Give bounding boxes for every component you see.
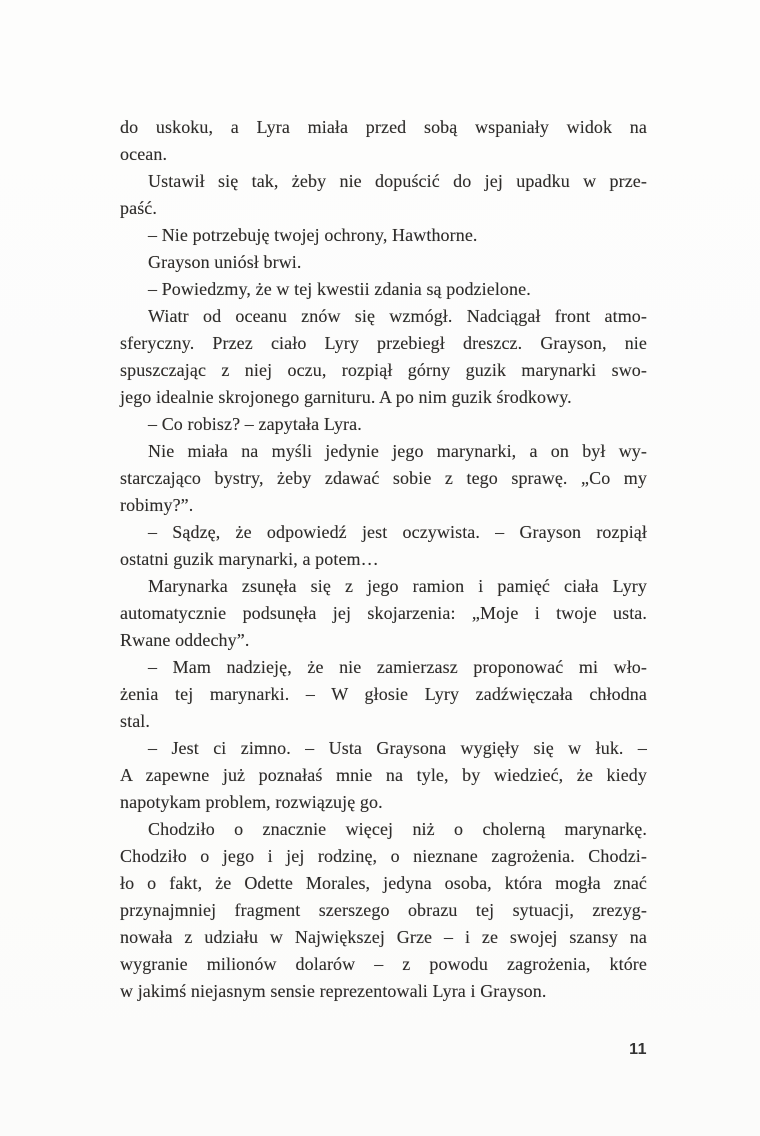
text-line: ostatni guzik marynarki, a potem… (120, 549, 379, 569)
text-line: paść. (120, 198, 157, 218)
text-line: w jakimś niejasnym sensie reprezentowali Lyra i Grayson. (120, 981, 547, 1001)
text-line: robimy?”. (120, 495, 194, 515)
text-line: ło o fakt, że Odette Morales, jedyna osoba, która mogła znać (120, 873, 647, 893)
text-line: Chodziło o znacznie więcej niż o cholerną marynarkę. (148, 819, 647, 839)
text-line: starczająco bystry, żeby zdawać sobie z tego sprawę. „Co my (120, 468, 647, 488)
text-line: Nie miała na myśli jedynie jego marynarki, a on był wy- (148, 441, 647, 461)
text-line: wygranie milionów dolarów – z powodu zagrożenia, które (120, 954, 647, 974)
text-line: – Co robisz? – zapytała Lyra. (148, 414, 362, 434)
text-line: stal. (120, 711, 150, 731)
text-line: spuszczając z niej oczu, rozpiął górny guzik marynarki swo- (120, 360, 647, 380)
text-line: automatycznie podsunęła jej skojarzenia: „Moje i twoje usta. (120, 603, 647, 623)
text-line: – Powiedzmy, że w tej kwestii zdania są podzielone. (148, 279, 531, 299)
text-line: sferyczny. Przez ciało Lyry przebiegł dreszcz. Grayson, nie (120, 333, 647, 353)
text-line: – Jest ci zimno. – Usta Graysona wygięły się w łuk. – (148, 738, 647, 758)
text-line: żenia tej marynarki. – W głosie Lyry zadźwięczała chłodna (120, 684, 647, 704)
text-line: nowała z udziału w Największej Grze – i ze swojej szansy na (120, 927, 647, 947)
text-line: Wiatr od oceanu znów się wzmógł. Nadciągał front atmo- (148, 306, 647, 326)
text-line: – Nie potrzebuję twojej ochrony, Hawthorne. (148, 225, 478, 245)
text-line: przynajmniej fragment szerszego obrazu tej sytuacji, zrezyg- (120, 900, 647, 920)
text-line: A zapewne już poznałaś mnie na tyle, by wiedzieć, że kiedy (120, 765, 647, 785)
text-line: – Sądzę, że odpowiedź jest oczywista. – Grayson rozpiął (148, 522, 647, 542)
text-line: Grayson uniósł brwi. (148, 252, 302, 272)
page-number: 11 (629, 1041, 647, 1058)
text-line: Rwane oddechy”. (120, 630, 250, 650)
text-line: jego idealnie skrojonego garnituru. A po nim guzik środkowy. (120, 387, 572, 407)
text-line: Marynarka zsunęła się z jego ramion i pamięć ciała Lyry (148, 576, 647, 596)
text-line: – Mam nadzieję, że nie zamierzasz proponować mi wło- (148, 657, 647, 677)
page-text (120, 114, 647, 1005)
text-line: Ustawił się tak, żeby nie dopuścić do jej upadku w prze- (148, 171, 647, 191)
text-line: do uskoku, a Lyra miała przed sobą wspaniały widok na (120, 117, 647, 137)
text-line: Chodziło o jego i jej rodzinę, o nieznane zagrożenia. Chodzi- (120, 846, 647, 866)
text-line: ocean. (120, 144, 168, 164)
text-line: napotykam problem, rozwiązuję go. (120, 792, 383, 812)
